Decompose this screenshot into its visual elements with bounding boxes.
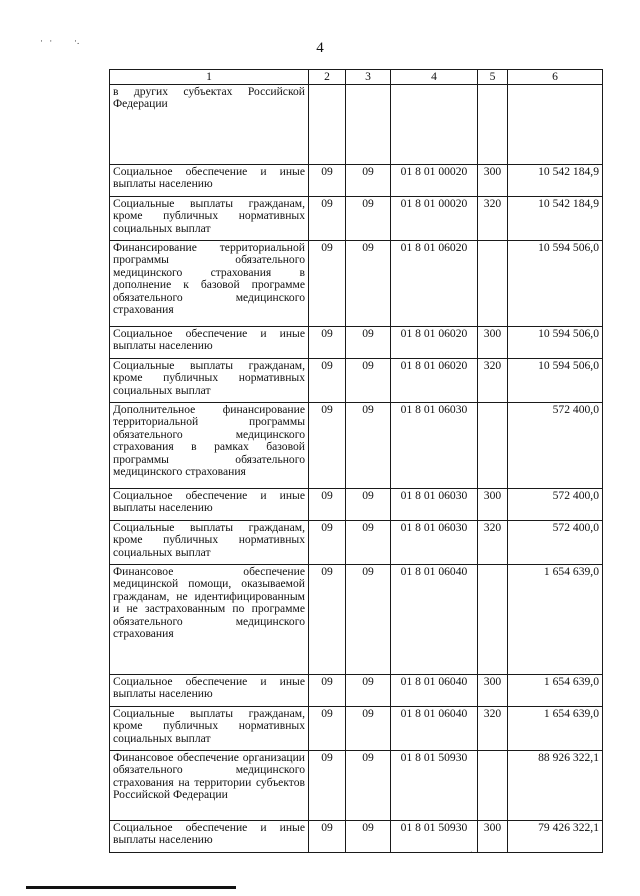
subsection-code-cell: 09 — [346, 707, 391, 751]
row-name-cell: Социальное обеспечение и иные выплаты населению — [110, 821, 309, 853]
expense-type-cell — [478, 85, 508, 165]
row-name-cell: Социальное обеспечение и иные выплаты населению — [110, 165, 309, 197]
expense-type-cell — [478, 565, 508, 675]
target-article-cell: 01 8 01 06030 — [391, 403, 478, 489]
expense-type-cell: 320 — [478, 359, 508, 403]
table-row — [110, 675, 603, 707]
target-article-cell: 01 8 01 06020 — [391, 241, 478, 327]
section-code-cell: 09 — [309, 707, 346, 751]
expense-type-cell: 300 — [478, 165, 508, 197]
target-article-cell: 01 8 01 06040 — [391, 565, 478, 675]
target-article-cell: 01 8 01 00020 — [391, 165, 478, 197]
table-row — [110, 521, 603, 565]
table-row — [110, 359, 603, 403]
column-header: 3 — [346, 70, 391, 85]
amount-cell: 10 594 506,0 — [508, 327, 603, 359]
section-code-cell: 09 — [309, 359, 346, 403]
table-row — [110, 565, 603, 675]
expense-type-cell — [478, 751, 508, 821]
amount-cell: 572 400,0 — [508, 403, 603, 489]
table-row — [110, 241, 603, 327]
subsection-code-cell: 09 — [346, 521, 391, 565]
subsection-code-cell: 09 — [346, 403, 391, 489]
amount-cell: 88 926 322,1 — [508, 751, 603, 821]
amount-cell: 10 594 506,0 — [508, 241, 603, 327]
table-header-row — [110, 70, 603, 85]
target-article-cell: 01 8 01 06020 — [391, 327, 478, 359]
section-code-cell: 09 — [309, 675, 346, 707]
row-name-cell: Социальное обеспечение и иные выплаты населению — [110, 489, 309, 521]
subsection-code-cell: 09 — [346, 165, 391, 197]
amount-cell: 572 400,0 — [508, 489, 603, 521]
target-article-cell: 01 8 01 06030 — [391, 521, 478, 565]
column-header: 4 — [391, 70, 478, 85]
table-body — [110, 85, 603, 853]
expense-type-cell: 300 — [478, 821, 508, 853]
section-code-cell: 09 — [309, 565, 346, 675]
target-article-cell: 01 8 01 06040 — [391, 707, 478, 751]
target-article-cell: 01 8 01 50930 — [391, 821, 478, 853]
row-name-cell: Дополнительное финансирование территориальной программы обязательного медицинского страхования в рамках базовой программы обязательного медицинского страхования — [110, 403, 309, 489]
expense-type-cell — [478, 403, 508, 489]
section-code-cell: 09 — [309, 165, 346, 197]
bottom-edge-line — [26, 886, 236, 889]
scan-speck-marks: · · — [40, 36, 55, 46]
row-name-cell: Социальное обеспечение и иные выплаты населению — [110, 327, 309, 359]
amount-cell: 1 654 639,0 — [508, 707, 603, 751]
amount-cell — [508, 85, 603, 165]
row-name-cell: Финансовое обеспечение медицинской помощи, оказываемой гражданам, не идентифицированным и не застрахованным по программе обязательного медицинского страхования — [110, 565, 309, 675]
row-name-cell: Социальные выплаты гражданам, кроме публичных нормативных социальных выплат — [110, 707, 309, 751]
column-header: 5 — [478, 70, 508, 85]
section-code-cell: 09 — [309, 521, 346, 565]
table-row — [110, 403, 603, 489]
expense-type-cell: 320 — [478, 197, 508, 241]
amount-cell: 79 426 322,1 — [508, 821, 603, 853]
amount-cell: 10 594 506,0 — [508, 359, 603, 403]
subsection-code-cell: 09 — [346, 197, 391, 241]
expense-type-cell: 300 — [478, 327, 508, 359]
scan-speck-mark: ·. — [74, 36, 80, 46]
section-code-cell — [309, 85, 346, 165]
amount-cell: 572 400,0 — [508, 521, 603, 565]
subsection-code-cell: 09 — [346, 359, 391, 403]
section-code-cell: 09 — [309, 197, 346, 241]
column-header: 1 — [110, 70, 309, 85]
section-code-cell: 09 — [309, 327, 346, 359]
subsection-code-cell: 09 — [346, 821, 391, 853]
column-header: 6 — [508, 70, 603, 85]
expense-type-cell: 320 — [478, 521, 508, 565]
expense-type-cell — [478, 241, 508, 327]
target-article-cell: 01 8 01 06020 — [391, 359, 478, 403]
target-article-cell: 01 8 01 06040 — [391, 675, 478, 707]
expense-type-cell: 320 — [478, 707, 508, 751]
table-row — [110, 85, 603, 165]
table-row — [110, 707, 603, 751]
row-name-cell: Социальные выплаты гражданам, кроме публичных нормативных социальных выплат — [110, 359, 309, 403]
amount-cell: 10 542 184,9 — [508, 197, 603, 241]
section-code-cell: 09 — [309, 821, 346, 853]
section-code-cell: 09 — [309, 403, 346, 489]
subsection-code-cell: 09 — [346, 241, 391, 327]
target-article-cell: 01 8 01 50930 — [391, 751, 478, 821]
row-name-cell: в других субъектах Российской Федерации — [110, 85, 309, 165]
subsection-code-cell: 09 — [346, 565, 391, 675]
row-name-cell: Финансирование территориальной программы обязательного медицинского страхования в дополнение к базовой программе обязательного медицинского страхования — [110, 241, 309, 327]
amount-cell: 1 654 639,0 — [508, 565, 603, 675]
column-header: 2 — [309, 70, 346, 85]
amount-cell: 1 654 639,0 — [508, 675, 603, 707]
table-row — [110, 197, 603, 241]
subsection-code-cell: 09 — [346, 751, 391, 821]
amount-cell: 10 542 184,9 — [508, 165, 603, 197]
scan-speck-mark-bottom: · — [470, 848, 473, 857]
expense-type-cell: 300 — [478, 675, 508, 707]
section-code-cell: 09 — [309, 751, 346, 821]
table-row — [110, 165, 603, 197]
row-name-cell: Социальные выплаты гражданам, кроме публичных нормативных социальных выплат — [110, 521, 309, 565]
row-name-cell: Социальные выплаты гражданам, кроме публичных нормативных социальных выплат — [110, 197, 309, 241]
subsection-code-cell: 09 — [346, 675, 391, 707]
expense-type-cell: 300 — [478, 489, 508, 521]
target-article-cell: 01 8 01 06030 — [391, 489, 478, 521]
subsection-code-cell: 09 — [346, 489, 391, 521]
table-row — [110, 821, 603, 853]
page-number: 4 — [316, 40, 324, 56]
target-article-cell — [391, 85, 478, 165]
subsection-code-cell — [346, 85, 391, 165]
target-article-cell: 01 8 01 00020 — [391, 197, 478, 241]
table-row — [110, 751, 603, 821]
subsection-code-cell: 09 — [346, 327, 391, 359]
row-name-cell: Финансовое обеспечение организации обязательного медицинского страхования на территории субъектов Российской Федерации — [110, 751, 309, 821]
table-row — [110, 489, 603, 521]
section-code-cell: 09 — [309, 241, 346, 327]
row-name-cell: Социальное обеспечение и иные выплаты населению — [110, 675, 309, 707]
section-code-cell: 09 — [309, 489, 346, 521]
table-row — [110, 327, 603, 359]
budget-table — [109, 69, 603, 853]
